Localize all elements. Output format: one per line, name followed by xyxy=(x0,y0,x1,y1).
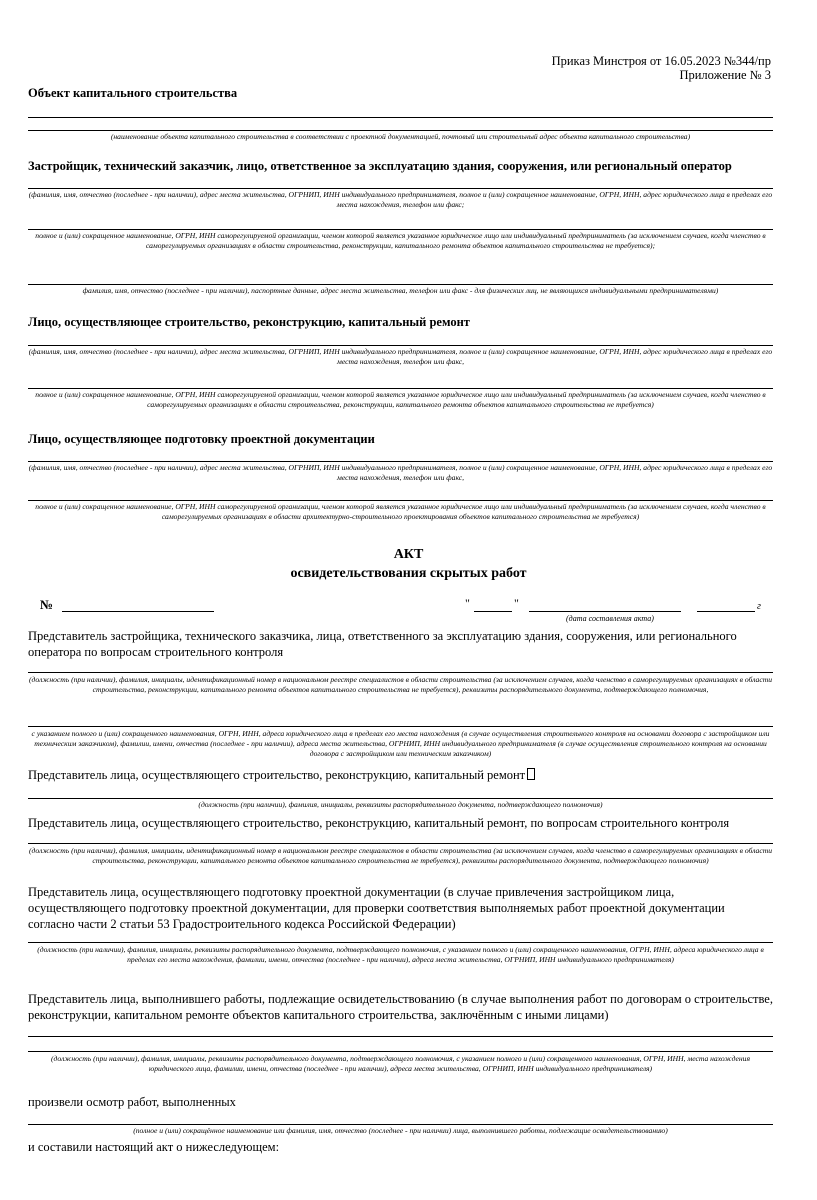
rep-customer-hint-1: (должность (при наличии), фамилия, инициалы, идентификационный номер в национальном реестре специалистов в области строительства (за исключением случаев, когда членство в саморегулируемых организациях в области строительства, реконструкции, капитального ремонта объектов капитального строительства не требуется), реквизиты распорядительного документа, подтверждающего полномочия, xyxy=(28,675,773,694)
closing-text: и составили настоящий акт о нижеследующем: xyxy=(28,1140,280,1154)
rep-builder-label: Представитель лица, осуществляющего строительство, реконструкцию, капитальный ремонт xyxy=(28,768,526,782)
object-heading: Объект капитального строительства xyxy=(28,86,238,100)
designer-heading: Лицо, осуществляющее подготовку проектной документации xyxy=(28,432,375,446)
builder-line-2[interactable] xyxy=(28,388,773,389)
rep-builder-control-line[interactable] xyxy=(28,843,773,844)
inspection-hint: (полное и (или) сокращённое наименование или фамилия, имя, отчество (последнее - при наличии) лица, выполнившего работы, подлежащие освидетельствованию) xyxy=(133,1126,668,1135)
order-reference: Приказ Минстроя от 16.05.2023 №344/пр xyxy=(551,54,771,68)
rep-designer-hint: (должность (при наличии), фамилия, инициалы, реквизиты распорядительного документа, подтверждающего полномочия, с указанием полного и (или) сокращенного наименования, ОГРН, ИНН, адреса юридического лица в пределах его места нахождения, фамилии, имени, отчества (последнее - при наличии), адреса места жительства, ОГРНИП, ИНН индивидуального предпринимателя) xyxy=(37,945,764,964)
object-line-1[interactable] xyxy=(28,117,773,118)
rep-performer-text: Представитель лица, выполнившего работы, подлежащие освидетельствованию (в случае выполнения работ по договорам о строительстве, реконструкции, капитальном ремонте объектов капитального строительства, заключённым с иными лицами) xyxy=(28,992,773,1022)
date-month-field[interactable] xyxy=(529,611,681,612)
rep-performer-line-1[interactable] xyxy=(28,1036,773,1037)
developer-hint-2: полное и (или) сокращенное наименование, ОГРН, ИНН саморегулируемой организации, членом которой является указанное юридическое лицо или индивидуальный предприниматель (за исключением случаев, когда членство в саморегулируемых организациях в области строительства, реконструкции, капитального ремонта объектов капитального строительства не требуется); xyxy=(35,231,766,250)
designer-hint-1: (фамилия, имя, отчество (последнее - при наличии), адрес места жительства, ОГРНИП, ИНН индивидуального предпринимателя, полное и (или) сокращенное наименование, ОГРН, ИНН, адрес юридического лица в пределах его места нахождения, телефон или факс, xyxy=(28,463,773,482)
date-quote-close: " xyxy=(514,596,519,610)
rep-builder-text xyxy=(28,767,773,783)
developer-line-2[interactable] xyxy=(28,229,773,230)
designer-hint-2: полное и (или) сокращенное наименование, ОГРН, ИНН саморегулируемой организации, членом которой является указанное юридическое лицо или индивидуальный предприниматель (за исключением случаев, когда членство в саморегулируемых организациях в области архитектурно-строительного проектирования объектов капитального строительства не требуется) xyxy=(35,502,766,521)
designer-line-1[interactable] xyxy=(28,461,773,462)
builder-line-1[interactable] xyxy=(28,345,773,346)
developer-line-1[interactable] xyxy=(28,188,773,189)
developer-hint-1: (фамилия, имя, отчество (последнее - при наличии), адрес места жительства, ОГРНИП, ИНН индивидуального предпринимателя, полное и (или) сокращенное наименование, ОГРН, ИНН, адрес юридического лица в пределах его места нахождения, телефон или факс; xyxy=(28,190,773,209)
rep-builder-line[interactable] xyxy=(28,798,773,799)
rep-customer-line-1[interactable] xyxy=(28,672,773,673)
developer-hint-3: фамилия, имя, отчество (последнее - при наличии), паспортные данные, адрес места жительства, телефон или факс - для физических лиц, не являющихся индивидуальными предпринимателями) xyxy=(82,286,719,295)
designer-line-2[interactable] xyxy=(28,500,773,501)
object-hint: (наименование объекта капитального строительства в соответствии с проектной документацией, почтовый или строительный адрес объекта капитального строительства) xyxy=(110,132,691,141)
builder-hint-1: (фамилия, имя, отчество (последнее - при наличии), адрес места жительства, ОГРНИП, ИНН индивидуального предпринимателя, полное и (или) сокращенное наименование, ОГРН, ИНН, адрес юридического лица в пределах его места нахождения, телефон или факс, xyxy=(28,347,773,366)
rep-customer-line-2[interactable] xyxy=(28,726,773,727)
date-hint: (дата составления акта) xyxy=(566,614,654,623)
rep-performer-hint: (должность (при наличии), фамилия, инициалы, реквизиты распорядительного документа, подтверждающего полномочия, с указанием полного и (или) сокращенного наименования, ОГРН, ИНН, места нахождения юридического лица, фамилии, имени, отчества (последнее - при наличии), адреса места жительства, ОГРНИП, ИНН индивидуального предпринимателя) xyxy=(51,1054,750,1073)
builder-heading: Лицо, осуществляющее строительство, реконструкцию, капитальный ремонт xyxy=(28,315,470,329)
year-suffix: г xyxy=(757,601,761,612)
builder-hint-2: полное и (или) сокращенное наименование, ОГРН, ИНН саморегулируемой организации, членом которой является указанное юридическое лицо или индивидуальный предприниматель (за исключением случаев, когда членство в саморегулируемых организациях в области строительства, реконструкции, капитального ремонта объектов капитального строительства не требуется) xyxy=(35,390,766,409)
inspection-text: произвели осмотр работ, выполненных xyxy=(28,1095,236,1109)
act-subtitle: освидетельствования скрытых работ xyxy=(290,566,527,581)
rep-customer-text: Представитель застройщика, технического заказчика, лица, ответственного за эксплуатацию здания, сооружения, или регионального оператора по вопросам строительного контроля xyxy=(28,629,737,659)
date-day-field[interactable] xyxy=(474,611,512,612)
inspection-line[interactable] xyxy=(28,1124,773,1125)
date-year-field[interactable] xyxy=(697,611,755,612)
rep-builder-control-hint: (должность (при наличии), фамилия, инициалы, идентификационный номер в национальном реестре специалистов в области строительства (за исключением случаев, когда членство в саморегулируемых организациях в области строительства, реконструкции, капитального ремонта объектов капитального строительства не требуется), реквизиты распорядительного документа, подтверждающего полномочия) xyxy=(28,846,773,865)
date-quote-open: " xyxy=(465,596,470,610)
act-number-field[interactable] xyxy=(62,611,214,612)
developer-heading: Застройщик, технический заказчик, лицо, ответственное за эксплуатацию здания, сооружения, или региональный оператор xyxy=(28,159,732,173)
document-header xyxy=(552,54,771,82)
rep-builder-control-text: Представитель лица, осуществляющего строительство, реконструкцию, капитальный ремонт, по вопросам строительного контроля xyxy=(28,816,730,830)
act-title: АКТ xyxy=(393,547,424,562)
developer-line-3[interactable] xyxy=(28,284,773,285)
placeholder-box-icon xyxy=(527,768,535,780)
rep-designer-text: Представитель лица, осуществляющего подготовку проектной документации (в случае привлечения застройщиком лица, осуществляющего подготовку проектной документации, для проверки соответствия выполняемых работ проектной документации согласно части 2 статьи 53 Градостроительного кодекса Российской Федерации) xyxy=(28,885,725,931)
act-number-label: № xyxy=(40,597,54,612)
rep-designer-line[interactable] xyxy=(28,942,773,943)
appendix-number: Приложение № 3 xyxy=(679,68,771,82)
object-line-2[interactable] xyxy=(28,130,773,131)
rep-builder-hint: (должность (при наличии), фамилия, инициалы, реквизиты распорядительного документа, подтверждающего полномочия) xyxy=(198,800,603,809)
rep-customer-hint-2: с указанием полного и (или) сокращенного наименования, ОГРН, ИНН, адреса юридического лица в пределах его места нахождения (в случае осуществления строительного контроля на основании договора с застройщиком или техническим заказчиком), фамилии, имени, отчества (последнее - при наличии), адреса места жительства, ОГРНИП, ИНН индивидуального предпринимателя (в случае осуществления строительного контроля на основании договора с застройщиком или техническим заказчиком) xyxy=(31,729,770,758)
rep-performer-line-2[interactable] xyxy=(28,1051,773,1052)
